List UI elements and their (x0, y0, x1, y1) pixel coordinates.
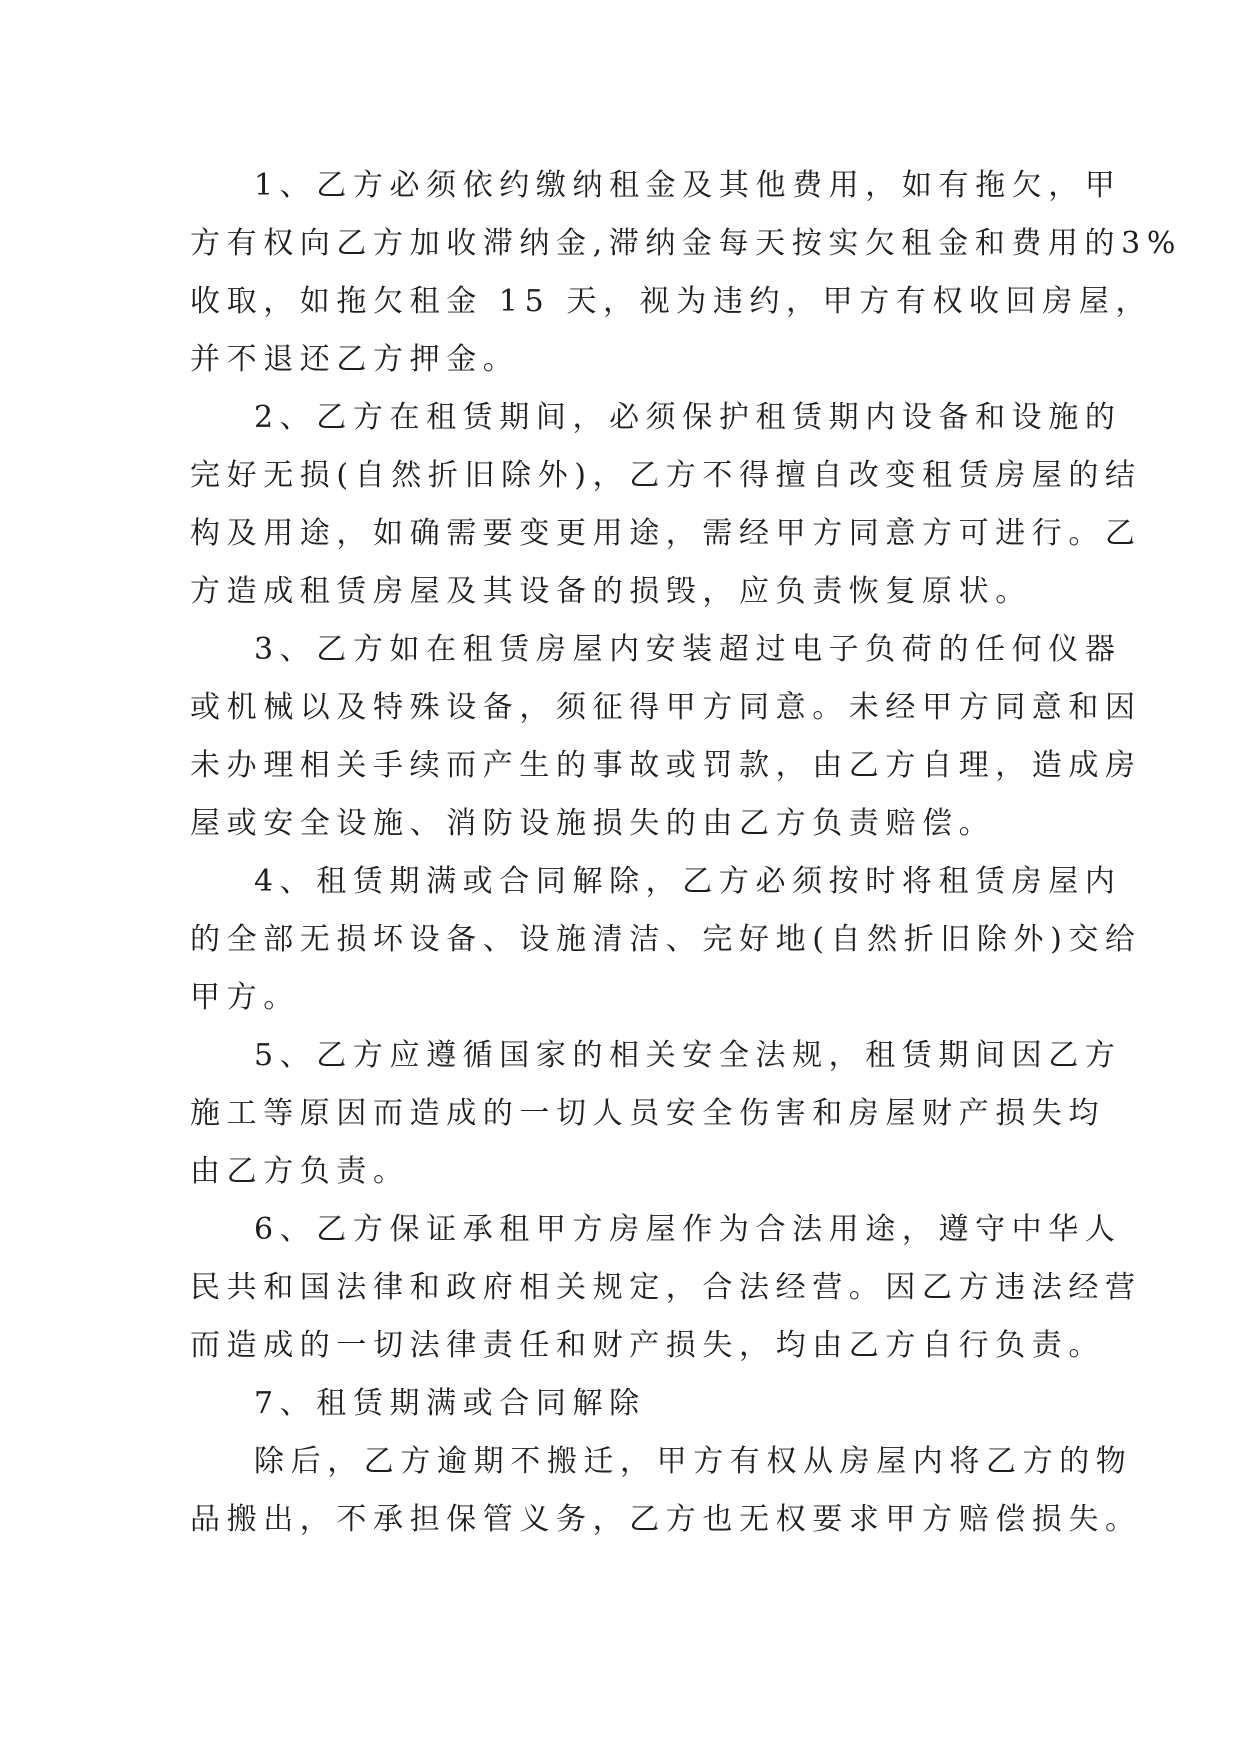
clause-3-line-4: 屋或安全设施、消防设施损失的由乙方负责赔偿。 (190, 806, 996, 841)
clause-3-line-3: 未办理相关手续而产生的事故或罚款，由乙方自理，造成房 (190, 748, 1142, 783)
clause-4-line-2: 的全部无损坏设备、设施清洁、完好地(自然折旧除外)交给 (190, 922, 1142, 957)
clause-5-line-3: 由乙方负责。 (190, 1154, 410, 1189)
clause-2-line-4: 方造成租赁房屋及其设备的损毁，应负责恢复原状。 (190, 574, 1032, 609)
clause-1-line-3: 收取，如拖欠租金 15 天，视为违约，甲方有权收回房屋， (190, 284, 1153, 319)
clause-2-line-3: 构及用途，如确需要变更用途，需经甲方同意方可进行。乙 (190, 516, 1142, 551)
clause-5-line-1: 5、乙方应遵循国家的相关安全法规，租赁期间因乙方 (254, 1038, 1122, 1073)
clause-3-line-1: 3、乙方如在租赁房屋内安装超过电子负荷的任何仪器 (254, 632, 1122, 667)
clause-1-line-2: 方有权向乙方加收滞纳金,滞纳金每天按实欠租金和费用的3% (190, 226, 1182, 261)
clause-6-line-1: 6、乙方保证承租甲方房屋作为合法用途，遵守中华人 (254, 1212, 1122, 1247)
clause-6-line-3: 而造成的一切法律责任和财产损失，均由乙方自行负责。 (190, 1328, 1105, 1363)
clause-4-line-3: 甲方。 (190, 980, 300, 1015)
continuation-line-1: 除后，乙方逾期不搬迁，甲方有权从房屋内将乙方的物 (254, 1444, 1133, 1479)
clause-1-line-1: 1、乙方必须依约缴纳租金及其他费用，如有拖欠，甲 (254, 168, 1122, 203)
clause-4-line-1: 4、租赁期满或合同解除，乙方必须按时将租赁房屋内 (254, 864, 1122, 899)
clause-7-line-1: 7、租赁期满或合同解除 (254, 1386, 646, 1421)
clause-3-line-2: 或机械以及特殊设备，须征得甲方同意。未经甲方同意和因 (190, 690, 1142, 725)
continuation-line-2: 品搬出，不承担保管义务，乙方也无权要求甲方赔偿损失。 (190, 1502, 1142, 1537)
clause-6-line-2: 民共和国法律和政府相关规定，合法经营。因乙方违法经营 (190, 1270, 1142, 1305)
clause-1-line-4: 并不退还乙方押金。 (190, 342, 520, 377)
clause-2-line-2: 完好无损(自然折旧除外)，乙方不得擅自改变租赁房屋的结 (190, 458, 1142, 493)
clause-5-line-2: 施工等原因而造成的一切人员安全伤害和房屋财产损失均 (190, 1096, 1105, 1131)
clause-2-line-1: 2、乙方在租赁期间，必须保护租赁期内设备和设施的 (254, 400, 1122, 435)
